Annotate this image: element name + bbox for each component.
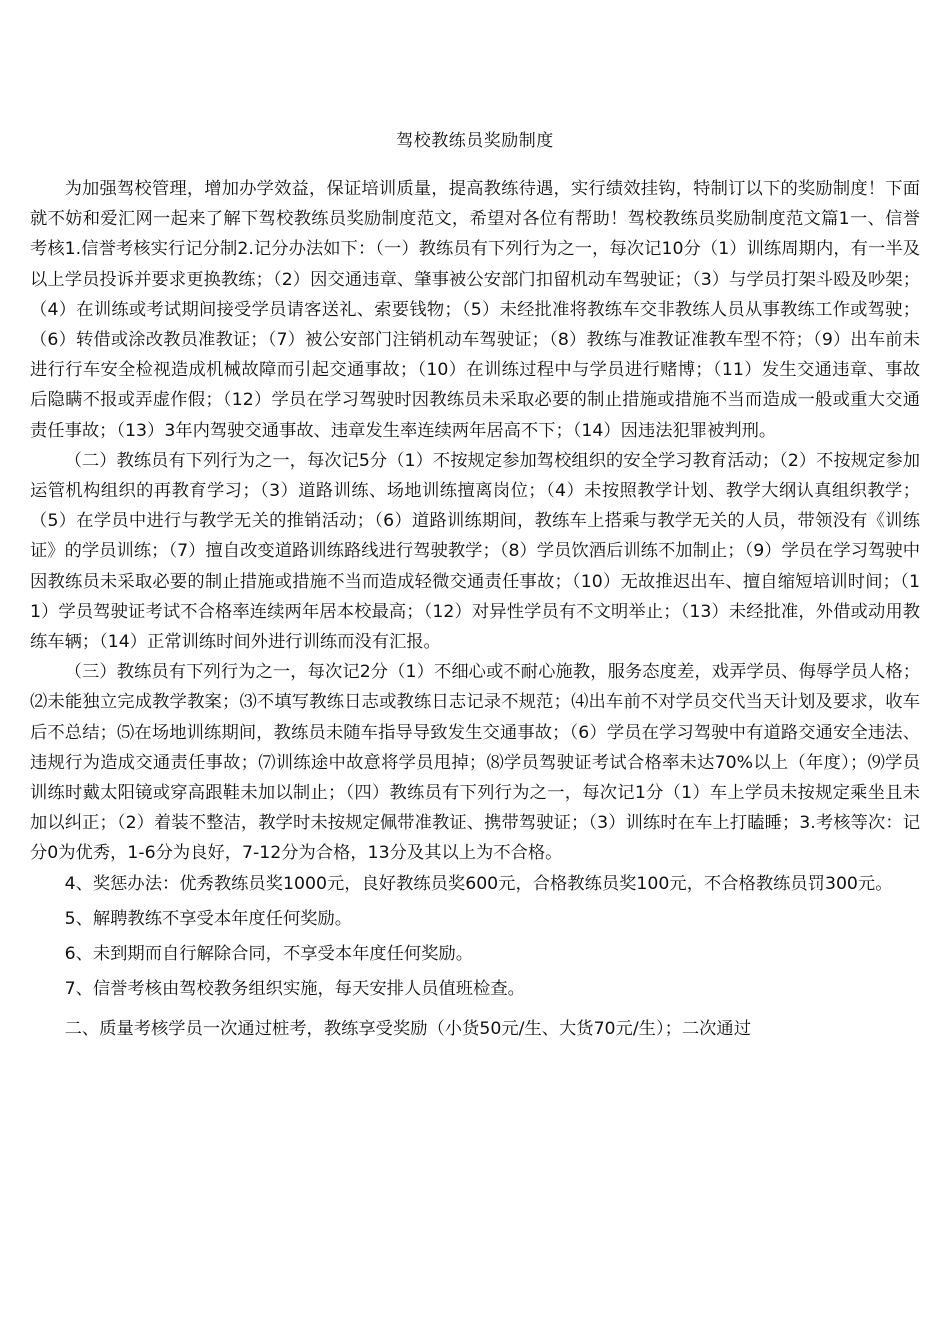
paragraph-quality-assessment: 二、质量考核学员一次通过桩考，教练享受奖励（小货50元/生、大货70元/生）；二次通过	[64, 1019, 751, 1040]
paragraph-item-4: 4、奖惩办法：优秀教练员奖1000元，良好教练员奖600元，合格教练员奖100元，不合格教练员罚300元。	[64, 873, 893, 894]
paragraph-intro-section-1: 为加强驾校管理，增加办学效益，保证培训质量，提高教练待遇，实行绩效挂钩，特制订以下的奖励制度！下面就不妨和爱汇网一起来了解下驾校教练员奖励制度范文，希望对各位有帮助！驾校教练员奖励制度范文篇1一、信誉考核1.信誉考核实行记分制2.记分办法如下：（一）教练员有下列行为之一，每次记10分（1）训练周期内，有一半及以上学员投诉并要求更换教练；（2）因交通违章、肇事被公安部门扣留机动车驾驶证；（3）与学员打架斗殴及吵架；（4）在训练或考试期间接受学员请客送礼、索要钱物；（5）未经批准将教练车交非教练人员从事教练工作或驾驶；（6）转借或涂改教员准教证；（7）被公安部门注销机动车驾驶证；（8）教练与准教证准教车型不符；（9）出车前未进行行车安全检视造成机械故障而引起交通事故；（10）在训练过程中与学员进行赌博；（11）发生交通违章、事故后隐瞒不报或弄虚作假；（12）学员在学习驾驶时因教练员未采取必要的制止措施或措施不当而造成一般或重大交通责任事故；（13）3年内驾驶交通事故、违章发生率连续两年居高不下；（14）因违法犯罪被判刑。	[30, 179, 920, 441]
paragraph-section-2: （二）教练员有下列行为之一，每次记5分（1）不按规定参加驾校组织的安全学习教育活动；（2）不按规定参加运管机构组织的再教育学习；（3）道路训练、场地训练擅离岗位；（4）未按照教学计划、教学大纲认真组织教学；（5）在学员中进行与教学无关的推销活动；（6）道路训练期间，教练车上搭乘与教学无关的人员，带领没有《训练证》的学员训练；（7）擅自改变道路训练路线进行驾驶教学；（8）学员饮酒后训练不加制止；（9）学员在学习驾驶中因教练员未采取必要的制止措施或措施不当而造成轻微交通责任事故；（10）无故推迟出车、擅自缩短培训时间；（11）学员驾驶证考试不合格率连续两年居本校最高；（12）对异性学员有不文明举止；（13）未经批准，外借或动用教练车辆；（14）正常训练时间外进行训练而没有汇报。	[30, 450, 920, 653]
document-title: 驾校教练员奖励制度	[396, 131, 554, 151]
paragraph-item-5: 5、解聘教练不享受本年度任何奖励。	[64, 908, 353, 929]
paragraph-item-7: 7、信誉考核由驾校教务组织实施，每天安排人员值班检查。	[64, 979, 525, 1000]
document-body	[30, 174, 920, 1045]
paragraph-section-3-4: （三）教练员有下列行为之一，每次记2分（1）不细心或不耐心施教，服务态度差，戏弄学员、侮辱学员人格；⑵未能独立完成教学教案；⑶不填写教练日志或教练日志记录不规范；⑷出车前不对学员交代当天计划及要求，收车后不总结；⑸在场地训练期间，教练员未随车指导导致发生交通事故；（6）学员在学习驾驶中有道路交通安全违法、违规行为造成交通责任事故；⑺训练途中故意将学员甩掉；⑻学员驾驶证考试合格率未达70%以上（年度）；⑼学员训练时戴太阳镜或穿高跟鞋未加以制止；（四）教练员有下列行为之一，每次记1分（1）车上学员未按规定乘坐且未加以纠正；（2）着装不整洁，教学时未按规定佩带准教证、携带驾驶证；（3）训练时在车上打瞌睡；3.考核等次：记分0为优秀，1-6分为良好，7-12分为合格，13分及其以上为不合格。	[30, 662, 920, 864]
document-page	[30, 0, 920, 1045]
paragraph-item-6: 6、未到期而自行解除合同，不享受本年度任何奖励。	[64, 944, 474, 965]
